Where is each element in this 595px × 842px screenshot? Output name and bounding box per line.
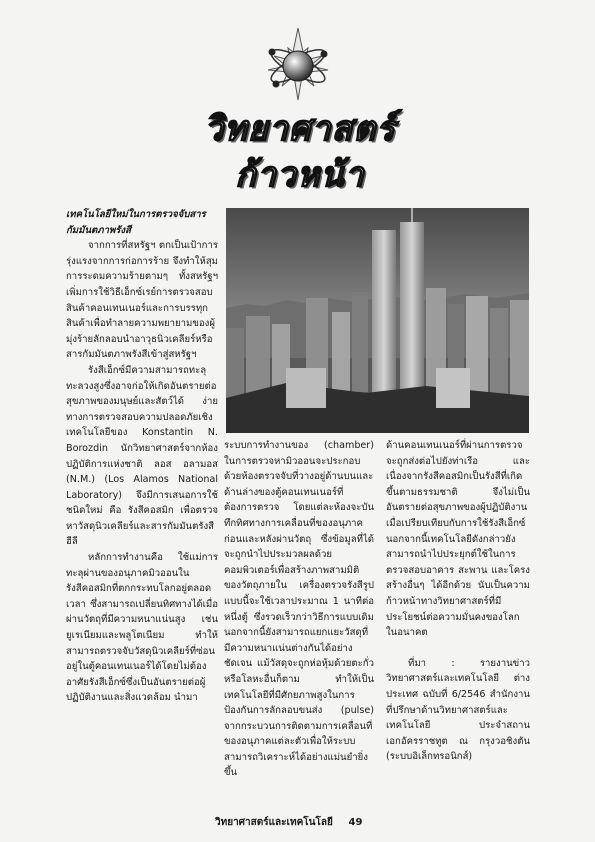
twin-towers-skyline-photo bbox=[226, 208, 529, 433]
article-paragraph: หลักการทำงานคือ ใช้แม่การทะลุผ่านของอนุภาคมิวออนในรังสีคอสมิกที่ตกกระทบโลกอยู่ตลอดเวลา ซึ่งสามารถเปลี่ยนทิศทางได้เมื่อผ่านวัตถุที่มีความหนาแน่นสูง เช่น ยูเรเนียมและพลูโตเนียม ทำให้สามารถตรวจจับวัสดุนิวเคลียร์ที่ซ่อนอยู่ในตู้คอนเทนเนอร์ได้โดยไม่ต้องอาศัยรังสีเอ็กซ์ซึ่งเป็นอันตรายต่อผู้ปฏิบัติงานและสิ่งแวดล้อม นำมา bbox=[66, 552, 218, 704]
publication-name: วิทยาศาสตร์และเทคโนโลยี bbox=[215, 817, 333, 828]
source-citation: ที่มา : รายงานข่าววิทยาศาสตร์และเทคโนโลยี ต่างประเทศ ฉบับที่ 6/2546 สำนักงานที่ปรึกษาด้านวิทยาศาสตร์และเทคโนโลยี ประจำสถานเอกอัครราชทูต ณ กรุงวอชิงตัน (ระบบอิเล็กทรอนิกส์) bbox=[386, 657, 530, 763]
article-paragraph: ระบบการทำงานของ (chamber) ในการตรวจหามิวออนจะประกอบด้วยห้องตรวจจับที่วางอยู่ด้านบนและด้านล่างของตู้คอนเทนเนอร์ที่ต้องการตรวจ โดยแต่ละห้องจะบันทึกทิศทางการเคลื่อนที่ของอนุภาคก่อนและหลังผ่านวัตถุ ซึ่งข้อมูลที่ได้จะถูกนำไปประมวลผลด้วยคอมพิวเตอร์เพื่อสร้างภาพสามมิติของวัตถุภายใน เครื่องตรวจรังสีรูปแบบนี้จะใช้เวลาประมาณ 1 นาทีต่อหนึ่งตู้ ซึ่งรวดเร็วกว่าวิธีการแบบเดิม นอกจากนี้ยังสามารถแยกแยะวัสดุที่มีความหนาแน่นต่างกันได้อย่างชัดเจน แม้วัสดุจะถูกห่อหุ้มด้วยตะกั่วหรือโลหะอื่นก็ตาม ทำให้เป็นเทคโนโลยีที่มีศักยภาพสูงในการป้องกันการลักลอบขนส่ง (pulse) จากกระบวนการติดตามการเคลื่อนที่ของอนุภาคแต่ละตัวเพื่อให้ระบบสามารถวิเคราะห์ได้อย่างแม่นยำยิ่งขึ้น bbox=[224, 440, 374, 779]
article-column-2 bbox=[224, 438, 374, 781]
section-title: วิทยาศาสตร์ก้าวหน้า bbox=[204, 109, 396, 195]
article-column-3 bbox=[386, 438, 530, 765]
article-paragraph: รังสีเอ็กซ์มีความสามารถทะลุทะลวงสูงซึ่งอาจก่อให้เกิดอันตรายต่อสุขภาพของมนุษย์และสัตว์ได้ ง่ายทางการตรวจสอบความปลอดภัยเชิงเทคโนโลยีของ Konstantin N. Borozdin นักวิทยาศาสตร์จากห้องปฏิบัติการแห่งชาติ ลอส อลามอส (N.M.) (Los Alamos National Laboratory) จึงมีการเสนอการใช้ชนิดใหม่ คือ รังสีคอสมิก เพื่อตรวจหาวัสดุนิวเคลียร์และสารกัมมันตรังสี ฮีลี bbox=[66, 364, 218, 548]
page-number: 49 bbox=[348, 817, 363, 828]
article-subheading: เทคโนโลยีใหม่ในการตรวจจับสารกัมมันตภาพรังสี bbox=[66, 209, 206, 236]
page-footer bbox=[215, 815, 555, 830]
atom-sphere-logo-icon bbox=[262, 26, 334, 102]
article-column-1 bbox=[66, 207, 218, 706]
article-paragraph: ด้านคอนเทนเนอร์ที่ผ่านการตรวจจะถูกส่งต่อไปยังท่าเรือ และเนื่องจากรังสีคอสมิกเป็นรังสีที่เกิดขึ้นตามธรรมชาติ จึงไม่เป็นอันตรายต่อสุขภาพของผู้ปฏิบัติงาน เมื่อเปรียบเทียบกับการใช้รังสีเอ็กซ์ นอกจากนี้เทคโนโลยีดังกล่าวยังสามารถนำไปประยุกต์ใช้ในการตรวจสอบอาคาร สะพาน และโครงสร้างอื่นๆ ได้อีกด้วย นับเป็นความก้าวหน้าทางวิทยาศาสตร์ที่มีประโยชน์ต่อความมั่นคงของโลกในอนาคต bbox=[386, 440, 530, 639]
article-paragraph: จากการที่สหรัฐฯ ตกเป็นเป้าการรุ่งแรงจากการก่อการร้าย จึงทำให้สุมการระดมความร้ายตามๆ ทั้งสหรัฐฯ เพิ่มการใช้วิธีเอ็กซ์เรย์การตรวจสอบสินค้าคอนเทนเนอร์และการบรรทุกสินค้าเพื่อทำลายความพยายามของผู้มุ่งร้ายลักลอบนำอาวุธนิวเคลียร์หรือสารกัมมันตภาพรังสีเข้าสู่สหรัฐฯ bbox=[66, 240, 218, 361]
